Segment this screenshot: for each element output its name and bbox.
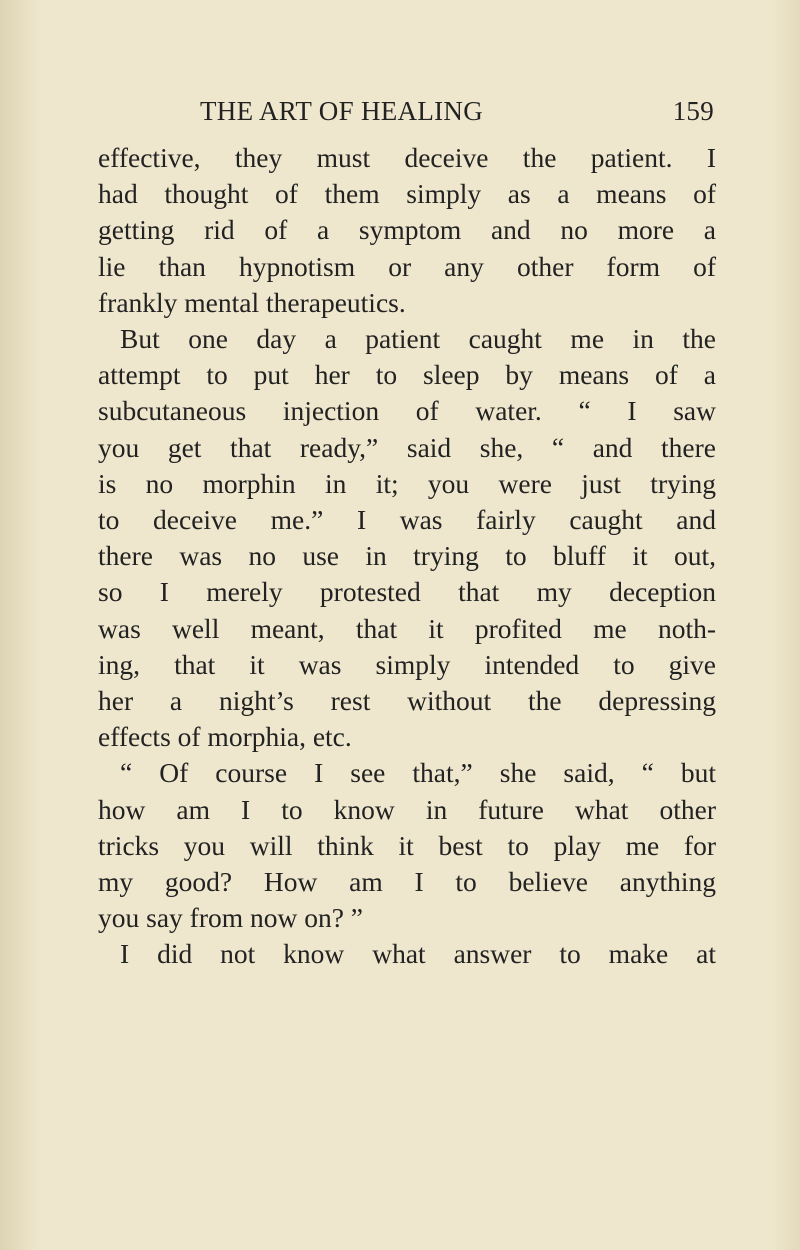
text-line: there was no use in trying to bluff it out,	[98, 540, 716, 572]
text-line: I did not know what answer to make at	[120, 938, 716, 970]
text-line: getting rid of a symptom and no more a	[98, 214, 716, 246]
running-head	[200, 96, 714, 127]
text-line: tricks you will think it best to play me for	[98, 829, 716, 861]
text-line: my good? How am I to believe anything	[98, 866, 716, 898]
text-line: was well meant, that it profited me noth-	[98, 612, 716, 644]
text-line: is no morphin in it; you were just trying	[98, 467, 716, 499]
body-text	[98, 140, 716, 973]
text-line: lie than hypnotism or any other form of	[98, 250, 716, 282]
text-line: “ Of course I see that,” she said, “ but	[120, 757, 716, 789]
page-number: 159	[672, 96, 714, 126]
text-line: so I merely protested that my deception	[98, 576, 716, 608]
text-line: attempt to put her to sleep by means of a	[98, 359, 716, 391]
text-line: you say from now on? ”	[98, 902, 364, 934]
text-line: subcutaneous injection of water. “ I saw	[98, 395, 716, 427]
text-line: effects of morphia, etc.	[98, 721, 352, 753]
text-line: her a night’s rest without the depressing	[98, 685, 716, 717]
text-line: you get that ready,” said she, “ and there	[98, 431, 716, 463]
text-line: how am I to know in future what other	[98, 793, 716, 825]
text-line: frankly mental therapeutics.	[98, 286, 406, 318]
text-line: effective, they must deceive the patient. I	[98, 142, 716, 173]
text-line: ing, that it was simply intended to give	[98, 648, 716, 680]
text-line: to deceive me.” I was fairly caught and	[98, 504, 716, 536]
text-line: had thought of them simply as a means of	[98, 178, 716, 210]
text-line: But one day a patient caught me in the	[120, 323, 716, 355]
running-head-title: THE ART OF HEALING	[200, 96, 484, 126]
